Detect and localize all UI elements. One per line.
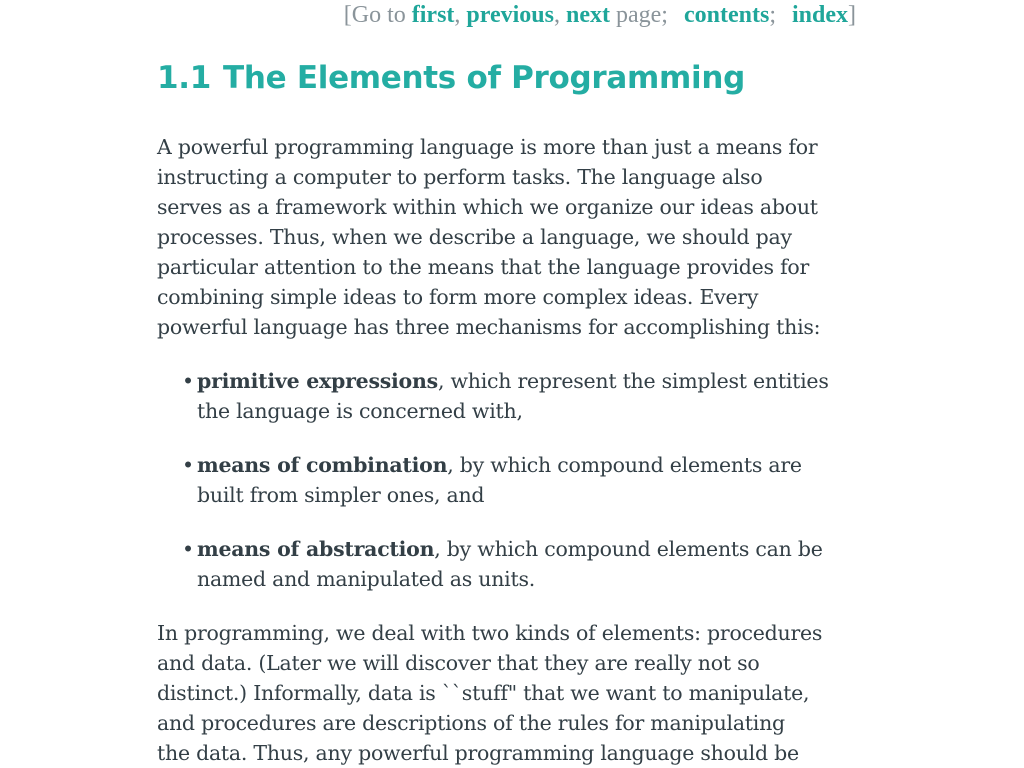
paragraph-line: particular attention to the means that the language provides for — [157, 255, 810, 279]
section-title: The Elements of Programming — [223, 60, 746, 96]
nav-prefix: [Go to — [343, 2, 406, 28]
paragraph-line: distinct.) Informally, data is ``stuff" that we want to manipulate, — [157, 681, 810, 705]
nav-index-link[interactable]: index — [791, 2, 848, 28]
paragraph-line: processes. Thus, when we describe a language, we should pay — [157, 225, 792, 249]
paragraph-line: powerful language has three mechanisms for accomplishing this: — [157, 315, 821, 339]
nav-next-link[interactable]: next — [566, 2, 610, 28]
nav-contents-link[interactable]: contents — [683, 2, 770, 28]
term-description: , by which compound elements can be — [434, 537, 823, 561]
paragraph-line: instructing a computer to perform tasks. The language also — [157, 165, 763, 189]
term-description-continued: built from simpler ones, and — [197, 483, 485, 507]
bullet-icon: • — [182, 537, 194, 561]
nav-previous-link[interactable]: previous — [466, 2, 554, 28]
nav-comma: , — [554, 2, 560, 28]
paragraph-line: the data. Thus, any powerful programming language should be — [157, 741, 799, 765]
nav-first-link[interactable]: first — [411, 2, 455, 28]
body-paragraph — [157, 618, 862, 768]
list-item — [157, 366, 862, 426]
bullet-icon: • — [182, 453, 194, 477]
list-item — [157, 534, 862, 594]
term-description: , which represent the simplest entities — [437, 369, 829, 393]
nav-suffix: ] — [848, 2, 856, 28]
nav-page-word: page; — [616, 2, 668, 28]
nav-comma: , — [454, 2, 461, 28]
main-content — [157, 56, 862, 768]
paragraph-line: In programming, we deal with two kinds of elements: procedures — [157, 621, 823, 645]
paragraph-line: and data. (Later we will discover that they are really not so — [157, 651, 760, 675]
list-item — [157, 450, 862, 510]
nav-semicolon: ; — [769, 2, 776, 28]
paragraph-line: serves as a framework within which we organize our ideas about — [157, 195, 818, 219]
intro-paragraph — [157, 132, 862, 342]
term-description-continued: named and manipulated as units. — [197, 567, 535, 591]
paragraph-line: A powerful programming language is more than just a means for — [157, 135, 818, 159]
mechanisms-list — [157, 366, 862, 594]
section-heading — [157, 56, 862, 100]
term: primitive expressions — [197, 369, 438, 393]
section-number: 1.1 — [157, 60, 212, 96]
term: means of combination — [197, 453, 448, 477]
paragraph-line: combining simple ideas to form more complex ideas. Every — [157, 285, 759, 309]
term: means of abstraction — [197, 537, 435, 561]
page-navigation — [344, 0, 856, 30]
bullet-icon: • — [182, 369, 194, 393]
paragraph-line: and procedures are descriptions of the rules for manipulating — [157, 711, 785, 735]
term-description: , by which compound elements are — [447, 453, 802, 477]
term-description-continued: the language is concerned with, — [197, 399, 523, 423]
